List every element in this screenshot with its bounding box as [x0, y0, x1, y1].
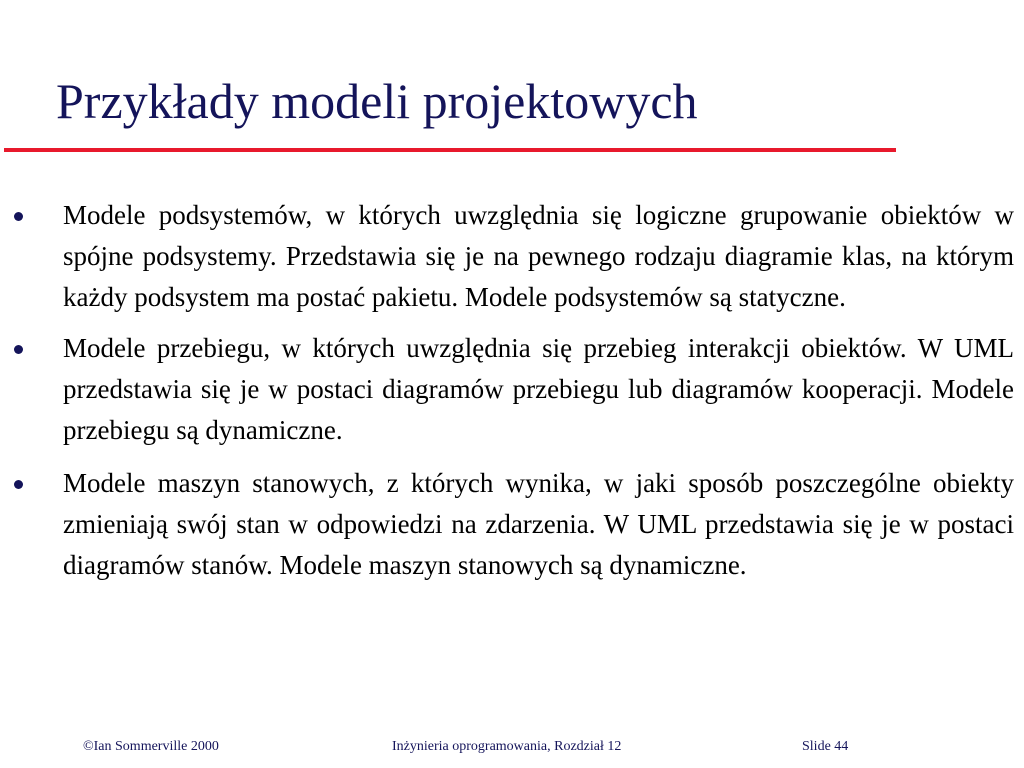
slide-title: Przykłady modeli projektowych [56, 73, 698, 129]
bullet-list [6, 195, 1014, 596]
bullet-text: Modele maszyn stanowych, z których wynika, w jaki sposób poszczególne obiekty zmieniają swój stan w odpowiedzi na zdarzenia. W UML przedstawia się je w postaci diagramów stanów. Modele maszyn stanowych są dynamiczne. [63, 468, 1014, 580]
bullet-dot-icon [14, 212, 23, 221]
bullet-text: Modele przebiegu, w których uwzględnia się przebieg interakcji obiektów. W UML przedstawia się je w postaci diagramów przebiegu lub diagramów kooperacji. Modele przebiegu są dynamiczne. [63, 333, 1014, 445]
bullet-dot-icon [14, 345, 23, 354]
bullet-text: Modele podsystemów, w których uwzględnia się logiczne grupowanie obiektów w spójne podsystemy. Przedstawia się je na pewnego rodzaju diagramie klas, na którym każdy podsystem ma postać pakietu. Modele podsystemów są statyczne. [63, 200, 1014, 312]
bullet-item-sequence-models [6, 328, 1014, 451]
title-underline [4, 148, 896, 152]
bullet-dot-icon [14, 480, 23, 489]
footer-course-title: Inżynieria oprogramowania, Rozdział 12 [392, 739, 622, 754]
bullet-item-state-machine-models [6, 463, 1014, 586]
bullet-item-subsystem-models [6, 195, 1014, 318]
footer-copyright: ©Ian Sommerville 2000 [83, 739, 219, 754]
footer-slide-number: Slide 44 [802, 739, 849, 754]
